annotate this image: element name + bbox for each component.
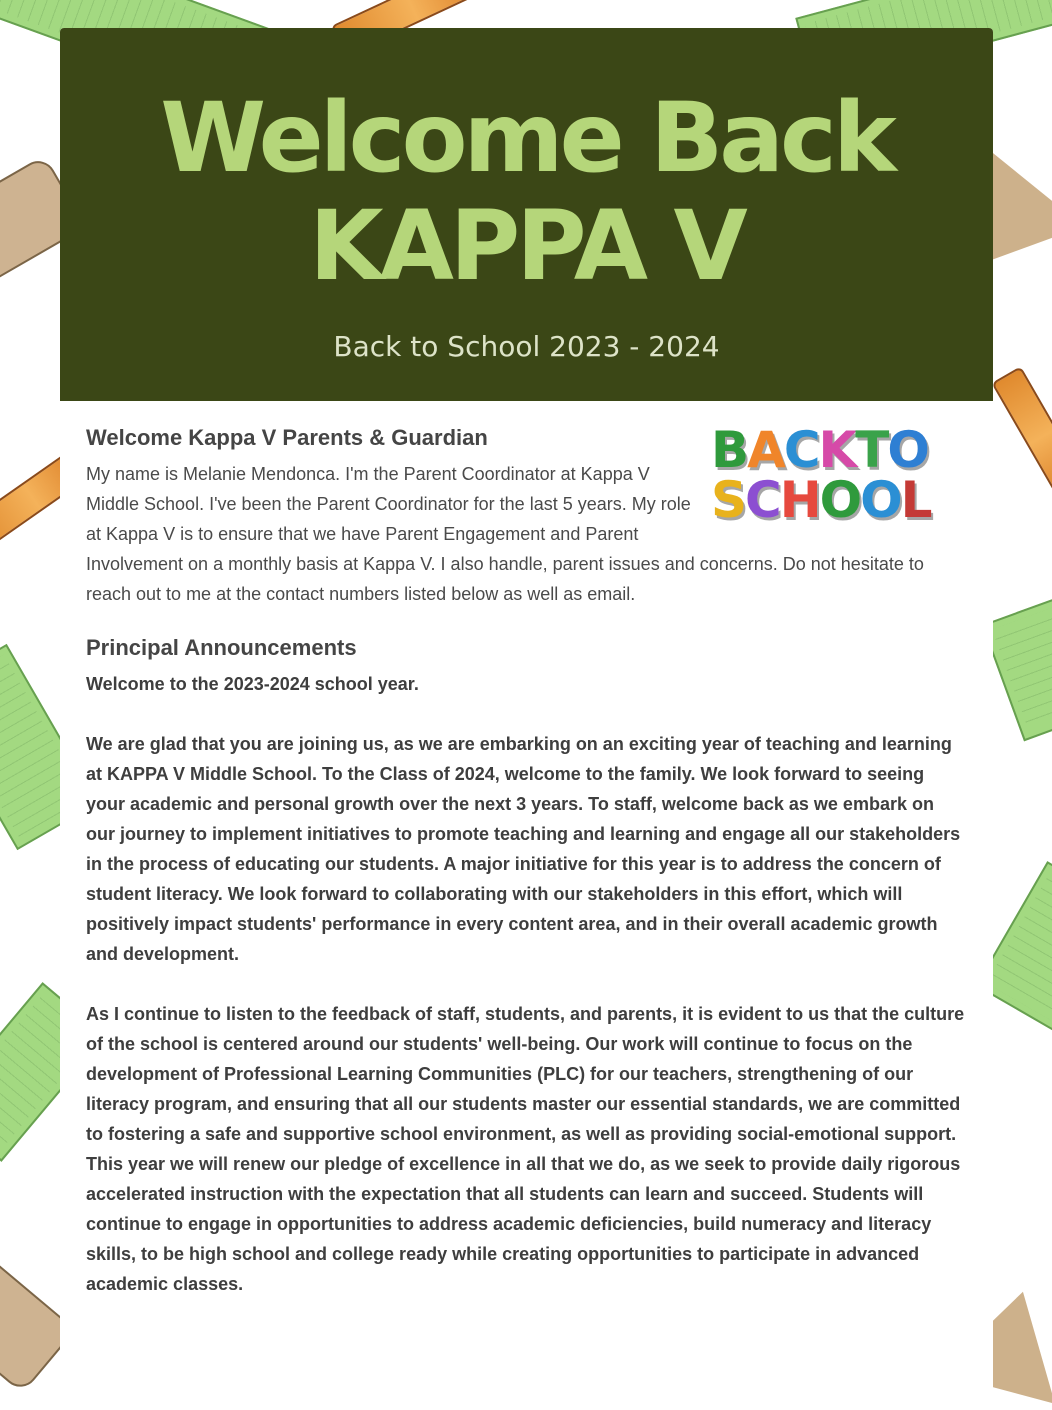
newsletter-content — [60, 401, 993, 1299]
graphic-letter: O — [860, 471, 901, 529]
newsletter-subtitle: Back to School 2023 - 2024 — [333, 330, 720, 363]
principal-paragraph-1: We are glad that you are joining us, as we are embarking on an exciting year of teaching and learning at KAPPA V Middle School. To the Class of 2024, welcome to the family. We look forward to seeing your academic and personal growth over the next 3 years. To staff, welcome back as we embark on our journey to implement initiatives to promote teaching and learning and engage all our stakeholders in the process of educating our students. A major initiative for this year is to address the concern of student literacy. We look forward to collaborating with our stakeholders in this effort, which will positively impact students' performance in every content area, and in their overall academic growth and development. — [86, 734, 961, 964]
graphic-row-2 — [711, 471, 967, 529]
principal-section — [86, 635, 967, 1299]
welcome-heading: Welcome Kappa V Parents & Guardian — [86, 425, 488, 450]
newsletter-header — [60, 28, 993, 401]
graphic-letter: L — [900, 471, 931, 529]
graphic-letter: B — [711, 421, 748, 479]
graphic-letter: H — [779, 471, 820, 529]
graphic-letter: C — [745, 471, 780, 529]
pencil-decoration — [991, 366, 1052, 508]
principal-paragraph-2: As I continue to listen to the feedback of staff, students, and parents, it is evident to us that the culture of the school is centered around our students' well-being. Our work will continue to focus on the development of Professional Learning Communities (PLC) for our teachers, strengthening of our literacy program, and ensuring that all our students master our essential standards, we are committed to fostering a safe and supportive school environment, as well as providing social-emotional support. This year we will renew our pledge of excellence in all that we do, as we seek to provide daily rigorous accelerated instruction with the expectation that all students can learn and succeed. Students will continue to engage in opportunities to address academic deficiencies, build numeracy and literacy skills, to be high school and college ready while creating opportunities to participate in advanced academic classes. — [86, 1004, 965, 1294]
graphic-letter: O — [819, 471, 861, 529]
title-line-2: KAPPA V — [309, 190, 744, 302]
principal-intro: Welcome to the 2023-2024 school year. — [86, 674, 419, 694]
graphic-row-1 — [711, 421, 967, 479]
title-line-1: Welcome Back — [160, 82, 893, 194]
newsletter-card — [60, 28, 993, 1388]
back-to-school-graphic — [711, 421, 967, 533]
graphic-letter: O — [887, 421, 928, 479]
principal-heading: Principal Announcements — [86, 635, 357, 660]
graphic-letter: T — [855, 421, 888, 479]
graphic-letter: S — [711, 471, 746, 529]
graphic-letter: C — [783, 421, 819, 479]
graphic-letter: K — [818, 421, 856, 479]
welcome-body: My name is Melanie Mendonca. I'm the Parent Coordinator at Kappa V Middle School. I've been the Parent Coordinator for the last 5 years. My role at Kappa V is to ensure that we have Parent Engagement and Parent Involvement on a monthly basis at Kappa V. I also handle, parent issues and concerns. Do not hesitate to reach out to me at the contact numbers listed below as well as email. — [86, 464, 924, 604]
newsletter-title — [60, 28, 993, 300]
graphic-letter: A — [747, 421, 784, 479]
